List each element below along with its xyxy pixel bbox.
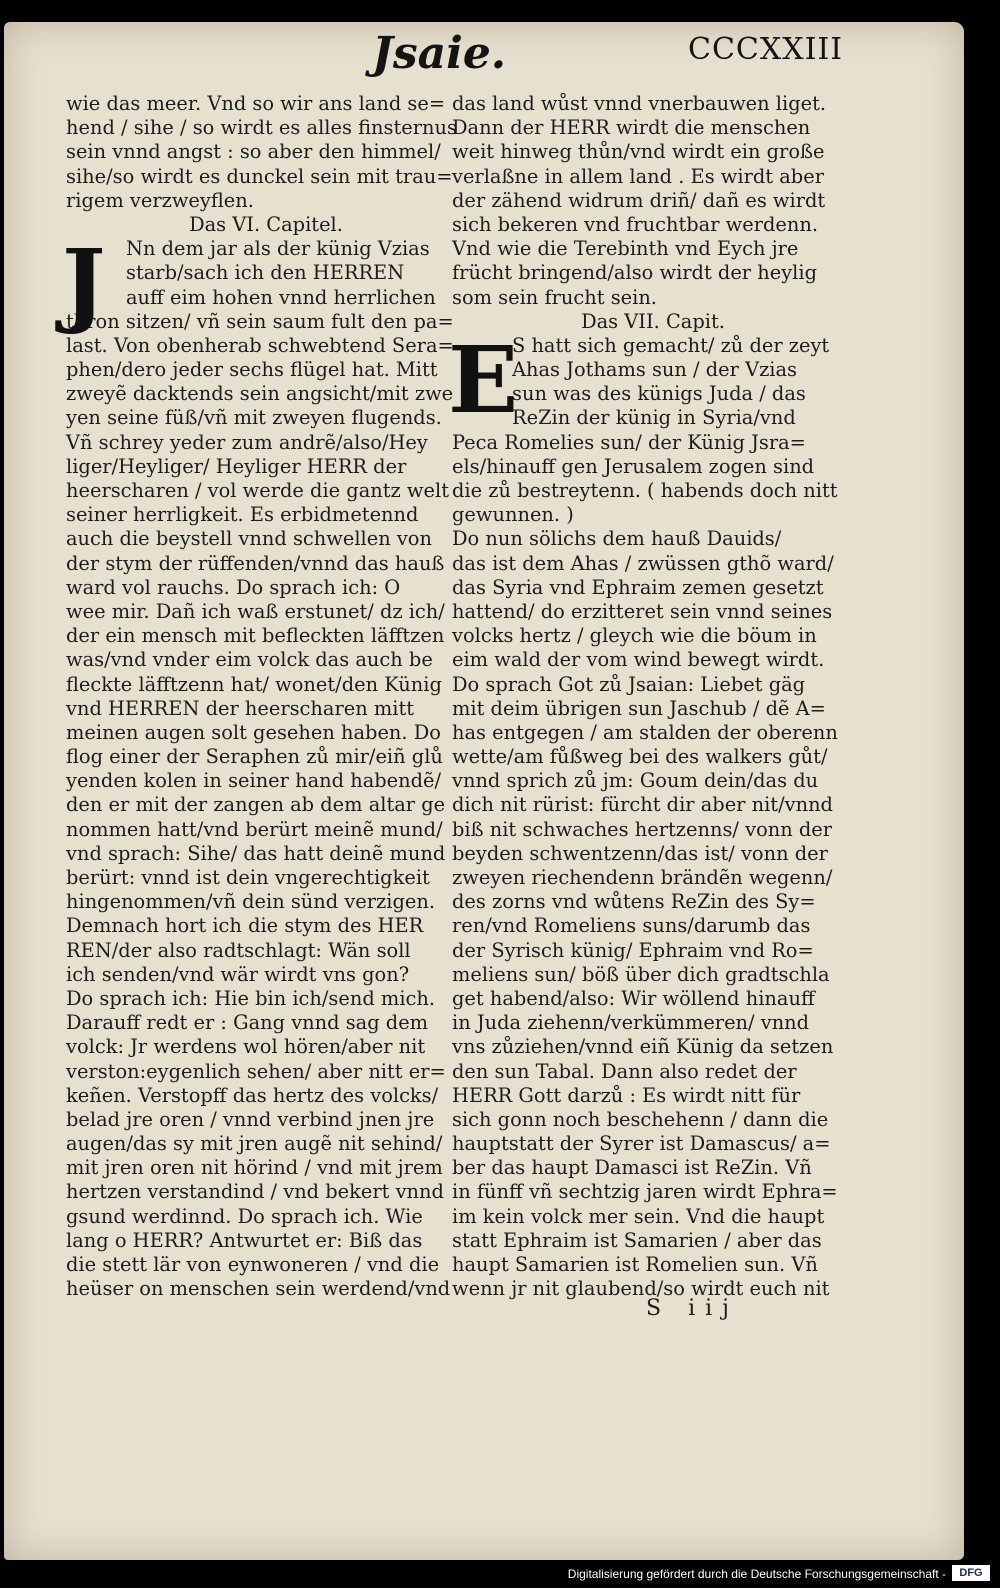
text-line: der zähend widrum driñ/ dañ es wirdt — [452, 188, 826, 212]
left-top-lines — [66, 92, 466, 213]
text-line: beyden schwentzenn/das ist/ vonn der — [452, 841, 828, 865]
text-line: vnd HERREN der heerscharen mitt — [66, 696, 415, 720]
text-line: der ein mensch mit befleckten läfftzen — [66, 624, 445, 648]
text-line: sihe/so wirdt es dunckel sein mit trau= — [66, 164, 453, 188]
drop-capital: E — [448, 325, 519, 434]
text-line: Ahas Jothams sun / der Vzias — [512, 358, 797, 382]
text-line: heerscharen / vol werde die gantz welt — [66, 479, 450, 502]
text-line: vns zůziehen/vnnd eiñ Künig da setzen — [452, 1035, 834, 1059]
text-line: den er mit der zangen ab dem altar ge — [66, 793, 446, 817]
text-line: belad jre oren / vnnd verbind jnen jre — [66, 1107, 435, 1131]
text-line: den sun Tabal. Dann also redet der — [452, 1059, 797, 1083]
text-line: volck: Jr werdens wol hören/aber nit — [66, 1035, 426, 1059]
text-line: auch die beystell vnnd schwellen von — [66, 527, 432, 551]
text-line: ber das haupt Damasci ist ReZin. Vñ — [452, 1156, 812, 1180]
text-line: Dann der HERR wirdt die menschen — [452, 116, 811, 140]
right-top-lines — [452, 92, 854, 310]
text-line: zweyẽ dacktends sein angsicht/mit zwe — [66, 382, 454, 406]
text-line: im kein volck mer sein. Vnd die haupt — [452, 1204, 825, 1228]
text-line: gewunnen. ) — [452, 503, 574, 527]
text-line: sein vnnd angst : so aber den himmel/ — [66, 140, 441, 164]
text-line: zweyen riechendenn brändẽn wegenn/ — [452, 866, 833, 889]
text-line: ren/vnd Romeliens suns/darumb das — [452, 914, 811, 938]
text-line: der Syrisch künig/ Ephraim vnd Ro= — [452, 938, 814, 962]
text-line: has entgegen / am stalden der oberenn — [452, 720, 838, 744]
text-line: last. Von obenherab schwebtend Sera= — [66, 333, 454, 357]
text-line: liger/Heyliger/ Heyliger HERR der — [66, 454, 407, 478]
dfg-logo: DFG — [952, 1565, 990, 1581]
text-line: flog einer der Seraphen zů mir/eiñ glů — [66, 745, 443, 769]
text-line: statt Ephraim ist Samarien / aber das — [452, 1228, 822, 1252]
text-line: verlaßne in allem land . Es wirdt aber — [452, 164, 824, 188]
text-line: Do nun sölichs dem hauß Dauids/ — [452, 527, 782, 551]
text-line: yenden kolen in seiner hand habendẽ/ — [66, 769, 442, 793]
text-line: was/vnd vnder eim volck das auch be — [66, 648, 433, 672]
text-line: Vñ schrey yeder zum andrẽ/also/Hey — [66, 430, 428, 454]
text-line: die stett lär von eynwoneren / vnd die — [66, 1253, 440, 1276]
text-line: heüser on menschen sein werdend/vnd — [66, 1277, 451, 1301]
text-line: els/hinauff gen Jerusalem zogen sind — [452, 454, 815, 478]
text-line: Do sprach Got zů Jsaian: Liebet gäg — [452, 672, 806, 696]
drop-capital: J — [62, 229, 106, 338]
text-line: HERR Gott darzů : Es wirdt nitt für — [452, 1083, 801, 1107]
text-line: hertzen verstandind / vnd bekert vnnd — [66, 1180, 444, 1204]
text-line: in fünff vñ sechtzig jaren wirdt Ephra= — [452, 1180, 838, 1204]
text-line: sun was des künigs Juda / das — [512, 382, 806, 406]
text-line: volcks hertz / gleych wie die böum in — [452, 624, 817, 648]
text-line: ward vol rauchs. Do sprach ich: O — [66, 575, 401, 599]
text-line: verston:eygenlich sehen/ aber nitt er= — [66, 1059, 446, 1083]
text-line: REN/der also radtschlagt: Wän soll — [66, 938, 411, 962]
text-line: wette/am fůßweg bei des walkers gůt/ — [452, 745, 828, 769]
right-dropcap-block — [448, 325, 854, 434]
text-line: starb/sach ich den HERREN — [126, 261, 405, 285]
text-line: das Syria vnd Ephraim zemen gesetzt — [452, 575, 824, 599]
text-line: biß nit schwaches hertzenns/ vonn der — [452, 817, 833, 841]
text-line: augen/das sy mit jren augẽ nit sehind/ — [66, 1132, 443, 1156]
text-line: des zorns vnd wůtens ReZin des Sy= — [452, 890, 816, 914]
text-line: Darauff redt er : Gang vnnd sag dem — [66, 1011, 429, 1035]
text-line: hingenommen/vñ dein sünd verzigen. — [66, 890, 436, 914]
text-line: ReZin der künig in Syria/vnd — [512, 406, 796, 430]
text-line: lang o HERR? Antwurtet er: Biß das — [66, 1228, 423, 1252]
text-line: der stym der rüffenden/vnnd das hauß — [66, 551, 445, 575]
text-line: die zů bestreytenn. ( habends doch nitt — [452, 479, 838, 502]
page-edge — [964, 22, 1000, 1560]
text-line: dich nit rürist: fürcht dir aber nit/vnnd — [452, 793, 833, 817]
text-line: som sein frucht sein. — [452, 285, 657, 309]
signature-mark: S iij — [646, 1296, 739, 1321]
text-line: phen/dero jeder sechs flügel hat. Mitt — [66, 358, 438, 382]
text-line: das ist dem Ahas / zwüssen gthõ ward/ — [452, 551, 834, 575]
text-line: wenn jr nit glaubend/so wirdt euch nit — [452, 1277, 830, 1301]
text-line: hattend/ do erzitteret sein vnnd seines — [452, 599, 833, 623]
right-column — [448, 92, 854, 1301]
text-line: hend / sihe / so wirdt es alles finsternus — [66, 116, 457, 140]
running-head-title: Jsaie. — [372, 28, 507, 79]
text-line: sich gonn noch beschehenn / dann die — [452, 1107, 829, 1131]
text-line: mit deim übrigen sun Jaschub / dẽ A= — [452, 696, 826, 720]
text-line: Do sprach ich: Hie bin ich/send mich. — [66, 986, 436, 1010]
dfg-credit-text: Digitalisierung gefördert durch die Deutsche Forschungsgemeinschaft - — [567, 1567, 946, 1581]
text-line: in Juda ziehenn/verkümmeren/ vnnd — [452, 1011, 810, 1035]
text-line: S hatt sich gemacht/ zů der zeyt — [512, 333, 830, 357]
text-line: meliens sun/ böß über dich gradtschla — [452, 962, 830, 986]
chapter-heading-6: Das VI. Capitel. — [189, 212, 343, 236]
text-line: sich bekeren vnd fruchtbar werdenn. — [452, 212, 819, 236]
text-line: weit hinweg thůn/vnd wirdt ein große — [452, 140, 825, 164]
left-column — [62, 92, 466, 1301]
text-line: yen seine füß/vñ mit zweyen flugends. — [66, 406, 442, 430]
text-line: haupt Samarien ist Romelien sun. Vñ — [452, 1253, 818, 1276]
text-line: get habend/also: Wir wöllend hinauff — [452, 986, 815, 1010]
text-line: hauptstatt der Syrer ist Damascus/ a= — [452, 1132, 831, 1156]
text-line: frücht bringend/also wirdt der heylig — [452, 261, 817, 285]
text-line: eim wald der vom wind bewegt wirdt. — [452, 648, 825, 672]
text-line: gsund werdinnd. Do sprach ich. Wie — [66, 1204, 423, 1228]
text-line: keñen. Verstopff das hertz des volcks/ — [66, 1083, 439, 1107]
text-line: auff eim hohen vnnd herrlichen — [126, 285, 436, 309]
text-line: vnd sprach: Sihe/ das hatt deinẽ mund — [66, 841, 446, 865]
text-line: Peca Romelies sun/ der Künig Jsra= — [452, 430, 806, 454]
text-line: rigem verzweyflen. — [66, 188, 254, 212]
text-line: thron sitzen/ vñ sein saum fult den pa= — [66, 309, 454, 333]
text-line: wie das meer. Vnd so wir ans land se= — [66, 92, 446, 115]
text-line: berürt: vnnd ist dein vngerechtigkeit — [66, 866, 430, 889]
text-line: Nn dem jar als der künig Vzias — [126, 237, 430, 261]
text-line: wee mir. Dañ ich waß erstunet/ dz ich/ — [66, 599, 445, 623]
text-line: vnnd sprich zů jm: Goum dein/das du — [452, 769, 819, 793]
text-line: Vnd wie die Terebinth vnd Eych jre — [452, 237, 799, 261]
text-line: nommen hatt/vnd berürt meinẽ mund/ — [66, 817, 443, 841]
text-line: seiner herrligkeit. Es erbidmetennd — [66, 503, 419, 527]
folio-number: CCCXXIII — [688, 32, 844, 67]
chapter-heading-7: Das VII. Capit. — [581, 309, 725, 333]
text-line: das land wůst vnnd vnerbauwen liget. — [452, 92, 827, 115]
text-line: fleckte läfftzenn hat/ wonet/den Künig — [66, 672, 442, 696]
text-line: mit jren oren nit hörind / vnd mit jrem — [66, 1156, 443, 1180]
text-line: meinen augen solt gesehen haben. Do — [66, 720, 441, 744]
text-line: Demnach hort ich die stym des HER — [66, 914, 424, 938]
text-line: ich senden/vnd wär wirdt vns gon? — [66, 962, 410, 986]
